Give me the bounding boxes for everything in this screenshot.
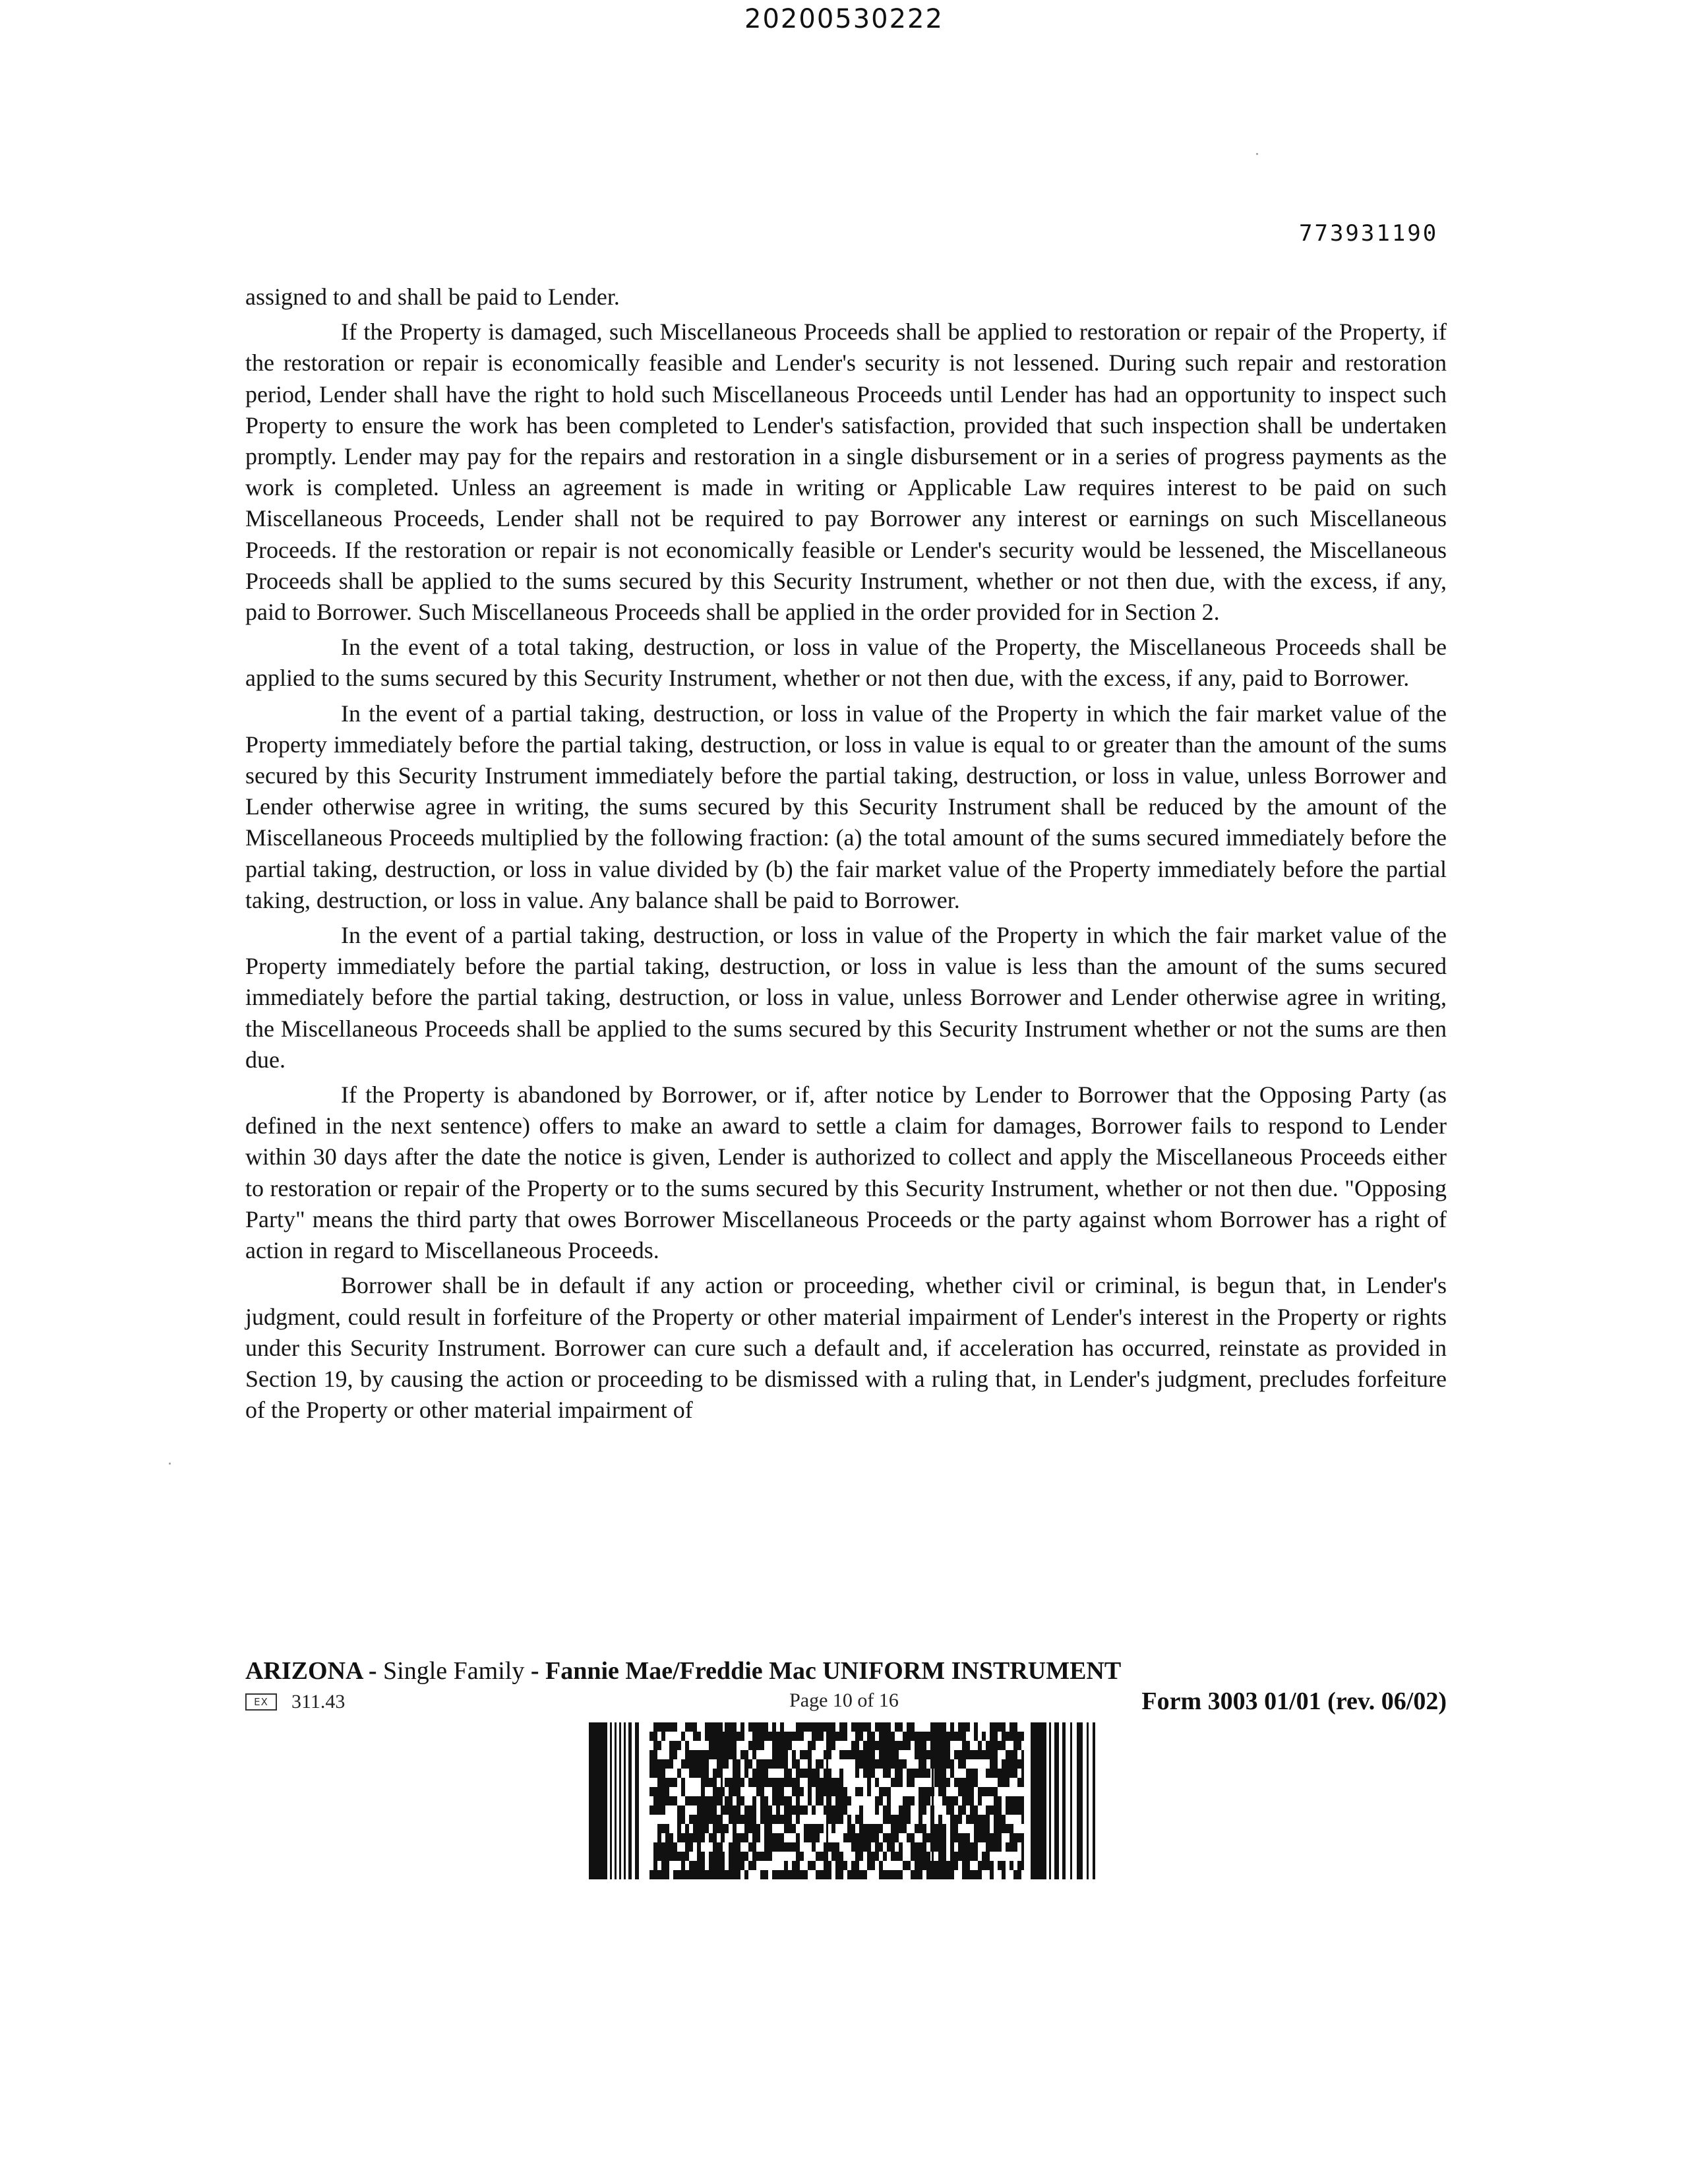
form-separator: - xyxy=(524,1657,545,1685)
form-title xyxy=(245,1656,1121,1685)
scan-speck xyxy=(169,1463,171,1465)
paragraph-7: Borrower shall be in default if any action or proceeding, whether civil or criminal, is begun that, in Lender's judgment, could result in forfeiture of the Property or other material impairment of Lender's interest in the Property or rights under this Security Instrument. Borrower can cure such a default and, if acceleration has occurred, reinstate as provided in Section 19, by causing the action or proceeding to be dismissed with a ruling that, in Lender's judgment, precludes forfeiture of the Property or other material impairment of xyxy=(245,1272,1447,1424)
form-family: Single Family xyxy=(383,1657,525,1685)
form-code-number: 311.43 xyxy=(291,1691,346,1713)
paragraph-3: In the event of a total taking, destruction, or loss in value of the Property, the Miscellaneous Proceeds shall be applied to the sums secured by this Security Instrument, whether or not then due, with the excess, if any, paid to Borrower. xyxy=(245,634,1447,692)
pdf417-barcode xyxy=(589,1722,1099,1879)
page-number: Page 10 of 16 xyxy=(789,1689,899,1711)
barcode-start-pattern xyxy=(589,1722,639,1879)
paragraph-1: assigned to and shall be paid to Lender. xyxy=(245,284,620,310)
paragraph-2: If the Property is damaged, such Miscellaneous Proceeds shall be applied to restoration or repair of the Property, if the restoration or repair is economically feasible and Lender's security is not lessened. During such repair and restoration period, Lender shall have the right to hold such Miscellaneous Proceeds until Lender has had an opportunity to inspect such Property to ensure the work has been completed to Lender's satisfaction, provided that such inspection shall be undertaken promptly. Lender may pay for the repairs and restoration in a single disbursement or in a series of progress payments as the work is completed. Unless an agreement is made in writing or Applicable Law requires interest to be paid on such Miscellaneous Proceeds, Lender shall not be required to pay Borrower any interest or earnings on such Miscellaneous Proceeds. If the restoration or repair is not economically feasible or Lender's security would be lessened, the Miscellaneous Proceeds shall be applied to the sums secured by this Security Instrument, whether or not then due, with the excess, if any, paid to Borrower. Such Miscellaneous Proceeds shall be applied in the order provided for in Section 2. xyxy=(245,318,1447,626)
paragraph-4: In the event of a partial taking, destruction, or loss in value of the Property in which the fair market value of the Property immediately before the partial taking, destruction, or loss in value is equal to or greater than the amount of the sums secured by this Security Instrument immediately before the partial taking, destruction, or loss in value, unless Borrower and Lender otherwise agree in writing, the sums secured by this Security Instrument shall be reduced by the amount of the Miscellaneous Proceeds multiplied by the following fraction: (a) the total amount of the sums secured immediately before the partial taking, destruction, or loss in value divided by (b) the fair market value of the Property immediately before the partial taking, destruction, or loss in value. Any balance shall be paid to Borrower. xyxy=(245,700,1447,913)
document-body xyxy=(245,282,1447,1430)
paragraph-6: If the Property is abandoned by Borrower, or if, after notice by Lender to Borrower that the Opposing Party (as defined in the next sentence) offers to make an award to settle a claim for damages, Borrower fails to respond to Lender within 30 days after the date the notice is given, Lender is authorized to collect and apply the Miscellaneous Proceeds either to restoration or repair of the Property or to the sums secured by this Security Instrument, whether or not then due. "Opposing Party" means the third party that owes Borrower Miscellaneous Proceeds or the party against whom Borrower has a right of action in regard to Miscellaneous Proceeds. xyxy=(245,1081,1447,1264)
loan-number: 773931190 xyxy=(1299,220,1439,247)
paragraph-5: In the event of a partial taking, destruction, or loss in value of the Property in which the fair market value of the Property immediately before the partial taking, destruction, or loss in value is less than the amount of the sums secured immediately before the partial taking, destruction, or loss in value, unless Borrower and Lender otherwise agree in writing, the Miscellaneous Proceeds shall be applied to the sums secured by this Security Instrument whether or not the sums are then due. xyxy=(245,922,1447,1073)
recording-number: 20200530222 xyxy=(744,4,944,34)
scan-speck xyxy=(1256,153,1258,155)
form-number: Form 3003 01/01 (rev. 06/02) xyxy=(1141,1687,1447,1715)
barcode-stop-pattern xyxy=(1031,1722,1095,1879)
form-state: ARIZONA xyxy=(245,1657,363,1685)
barcode-data-modules xyxy=(649,1722,1024,1879)
form-instrument: Fannie Mae/Freddie Mac UNIFORM INSTRUMENT xyxy=(545,1657,1122,1685)
ex-logo-icon: EX xyxy=(245,1693,277,1711)
form-separator: - xyxy=(362,1657,384,1685)
